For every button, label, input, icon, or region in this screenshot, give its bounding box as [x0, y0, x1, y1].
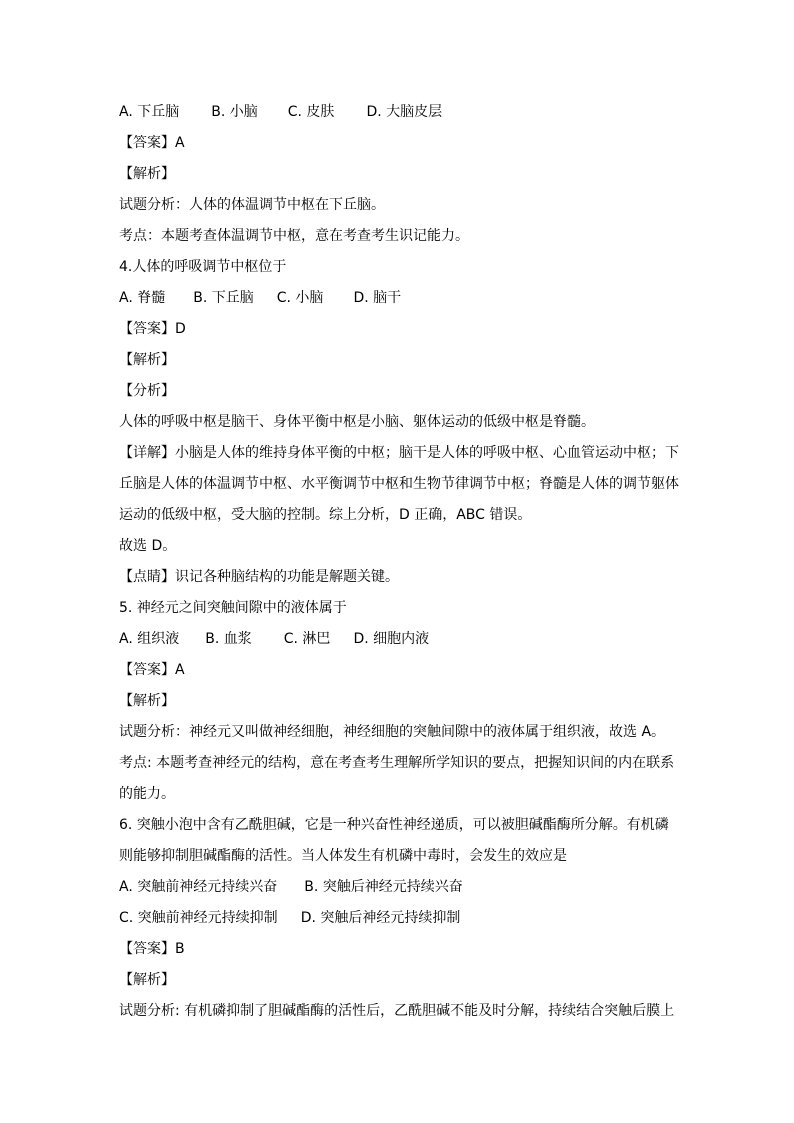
q6-options-row-1 [119, 872, 684, 903]
q6-option-c: C. 突触前神经元持续抑制 [119, 910, 278, 926]
q5-kaodian-line-2: 的能力。 [119, 786, 175, 802]
q4-detail-line-2: 丘脑是人体的体温调节中枢、水平衡调节中枢和生物节律调节中枢；脊髓是人体的调节躯体 [119, 476, 679, 492]
q4-option-b: B. 下丘脑 [193, 290, 254, 306]
document-page [119, 97, 684, 1027]
q3-options [119, 97, 684, 128]
q5-question: 5. 神经元之间突触间隙中的液体属于 [119, 600, 347, 616]
q4-question: 4.人体的呼吸调节中枢位于 [119, 259, 287, 275]
q6-answer: 【答案】B [119, 941, 185, 957]
q3-option-d: D. 大脑皮层 [366, 104, 443, 120]
q5-answer: 【答案】A [119, 662, 185, 678]
q4-jiexi-label: 【解析】 [119, 352, 175, 368]
q6-jiexi-label: 【解析】 [119, 972, 175, 988]
q4-fenxi-label: 【分析】 [119, 383, 175, 399]
q3-option-c: C. 皮肤 [287, 104, 335, 120]
q4-fenxi: 人体的呼吸中枢是脑干、身体平衡中枢是小脑、躯体运动的低级中枢是脊髓。 [119, 414, 595, 430]
q3-jiexi-label: 【解析】 [119, 166, 175, 182]
q4-option-d: D. 脑干 [353, 290, 402, 306]
q5-kaodian-line-1: 考点: 本题考查神经元的结构，意在考查考生理解所学知识的要点，把握知识间的内在联系 [119, 755, 675, 771]
q3-analysis: 试题分析：人体的体温调节中枢在下丘脑。 [119, 197, 385, 213]
q4-detail-line-3: 运动的低级中枢，受大脑的控制。综上分析，D 正确，ABC 错误。 [119, 507, 532, 523]
q6-options-row-2 [119, 903, 684, 934]
q5-option-c: C. 淋巴 [283, 631, 331, 647]
q6-option-d: D. 突触后神经元持续抑制 [300, 910, 461, 926]
q5-option-b: B. 血浆 [205, 631, 252, 647]
q3-answer: 【答案】A [119, 135, 185, 151]
q5-analysis: 试题分析：神经元又叫做神经细胞，神经细胞的突触间隙中的液体属于组织液，故选 A。 [119, 724, 666, 740]
q4-option-a: A. 脊髓 [119, 290, 166, 306]
q4-conclusion: 故选 D。 [119, 538, 177, 554]
q6-option-b: B. 突触后神经元持续兴奋 [304, 879, 463, 895]
q5-options [119, 624, 684, 655]
q4-options [119, 283, 684, 314]
q5-option-a: A. 组织液 [119, 631, 180, 647]
q4-detail-line-1: 【详解】小脑是人体的维持身体平衡的中枢；脑干是人体的呼吸中枢、心血管运动中枢；下 [119, 445, 679, 461]
q6-question-line-1: 6. 突触小泡中含有乙酰胆碱，它是一种兴奋性神经递质，可以被胆碱酯酶所分解。有机磷 [119, 817, 669, 833]
q4-dianjing: 【点睛】识记各种脑结构的功能是解题关键。 [119, 569, 399, 585]
q6-option-a: A. 突触前神经元持续兴奋 [119, 879, 278, 895]
q6-analysis: 试题分析: 有机磷抑制了胆碱酯酶的活性后，乙酰胆碱不能及时分解，持续结合突触后膜上 [119, 1003, 675, 1019]
q4-answer: 【答案】D [119, 321, 186, 337]
q4-option-c: C. 小脑 [276, 290, 324, 306]
q6-question-line-2: 则能够抑制胆碱酯酶的活性。当人体发生有机磷中毒时，会发生的效应是 [119, 848, 567, 864]
q3-option-b: B. 小脑 [211, 104, 258, 120]
q5-option-d: D. 细胞内液 [353, 631, 430, 647]
q5-jiexi-label: 【解析】 [119, 693, 175, 709]
q3-option-a: A. 下丘脑 [119, 104, 180, 120]
q3-kaodian: 考点：本题考查体温调节中枢，意在考查考生识记能力。 [119, 228, 469, 244]
